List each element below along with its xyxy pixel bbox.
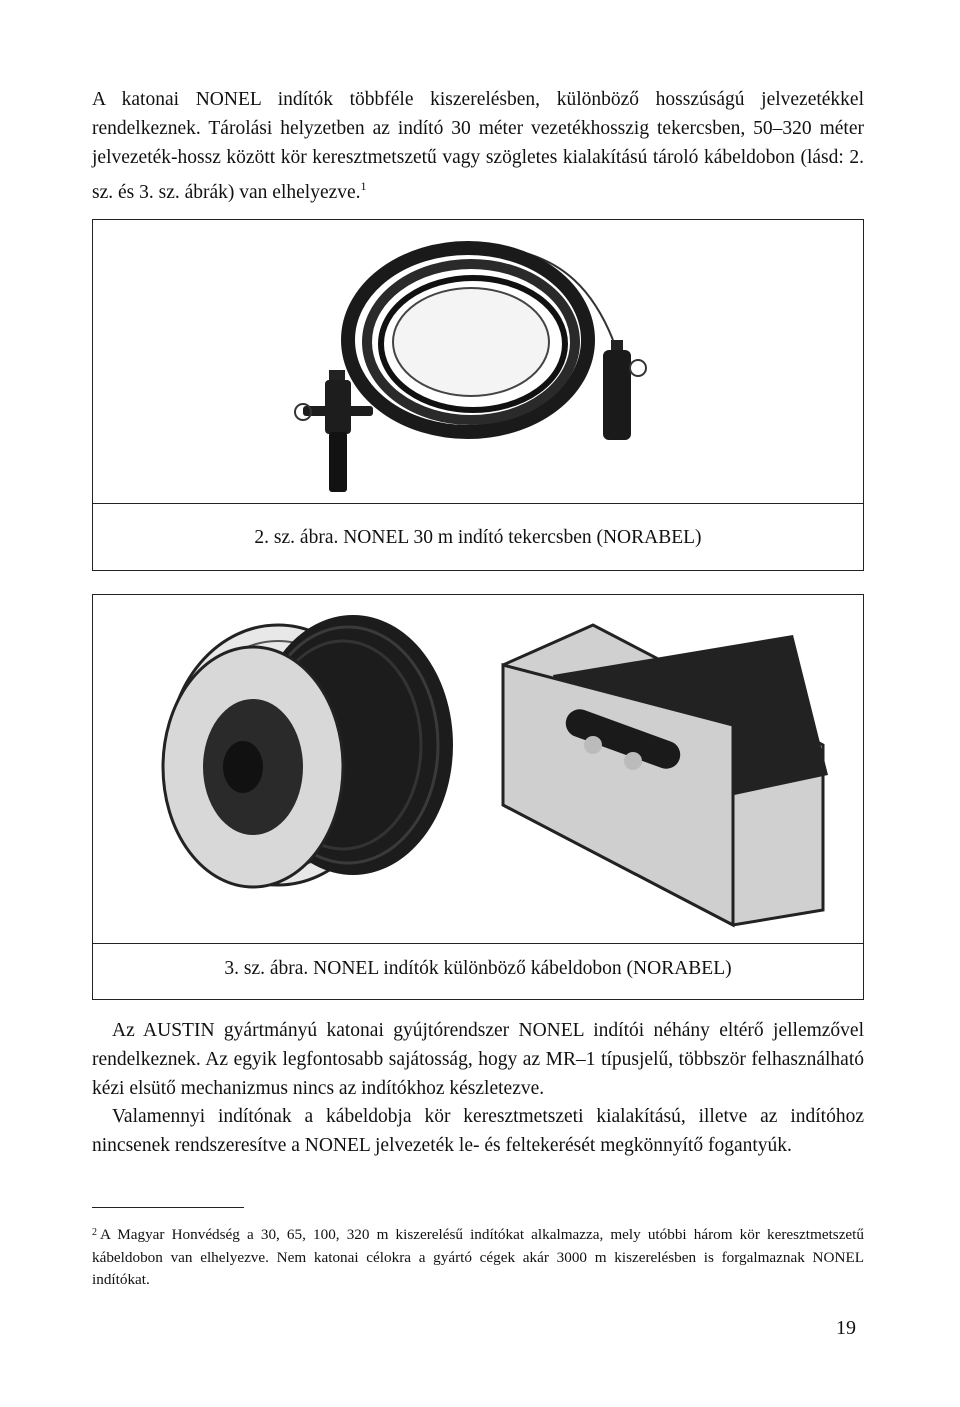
body-paragraph-1: Az AUSTIN gyártmányú katonai gyújtórendszer NONEL indítói néhány eltérő jellemzővel rendelkeznek. Az egyik legfontosabb sajátosság, hogy az MR–1 típusjelű, többször felhasználható kézi elsütő mechanizmus nincs az indítókhoz készletezve. <box>92 1020 864 1099</box>
body-text <box>92 1017 864 1161</box>
footnote-divider <box>92 1207 244 1208</box>
rectangular-cable-spool-icon <box>503 625 828 925</box>
figure-3-image <box>93 595 863 943</box>
figure-3-illustration <box>93 595 863 943</box>
footnote-text: A Magyar Honvédség a 30, 65, 100, 320 m kiszerelésű indítókat alkalmazza, mely utóbbi három kör keresztmetszetű kábeldobon van elhelyezve. Nem katonai célokra a gyártó cégek akár 3000 m kiszerelésben is forgalmaznak NONEL indítókat. <box>92 1226 864 1289</box>
figure-2-caption <box>93 503 863 571</box>
round-cable-reel-icon <box>163 615 453 887</box>
figure-3-caption-text: 3. sz. ábra. NONEL indítók különböző kábeldobon (NORABEL) <box>224 958 732 979</box>
figure-2-image <box>93 220 863 503</box>
figure-2 <box>92 219 864 571</box>
figure-3-caption <box>93 943 863 1000</box>
figure-2-caption-text: 2. sz. ábra. NONEL 30 m indító tekercsben (NORABEL) <box>254 527 702 548</box>
intro-text: A katonai NONEL indítók többféle kiszerelésben, különböző hosszúságú jelvezetékkel rendelkeznek. Tárolási helyzetben az indító 30 méter vezetékhosszig tekercsben, 50–320 méter jelvezeték-hossz között kör keresztmetszetű vagy szögletes kialakítású tároló kábeldobon (lásd: 2. sz. és 3. sz. ábrák) van elhelyezve. <box>92 89 864 204</box>
footnote <box>92 1222 864 1292</box>
cable-coil-with-detonator-icon <box>93 220 863 503</box>
footnote-marker: 2 <box>92 1227 97 1238</box>
page-number: 19 <box>836 1317 856 1339</box>
body-paragraph-2: Valamennyi indítónak a kábeldobja kör keresztmetszeti kialakítású, illetve az indítóhoz nincsenek rendszeresítve a NONEL jelvezeték le- és feltekerését megkönnyítő fogantyúk. <box>92 1106 864 1157</box>
footnote-ref: 1 <box>360 179 367 194</box>
figure-3 <box>92 594 864 1000</box>
intro-paragraph <box>92 86 864 208</box>
